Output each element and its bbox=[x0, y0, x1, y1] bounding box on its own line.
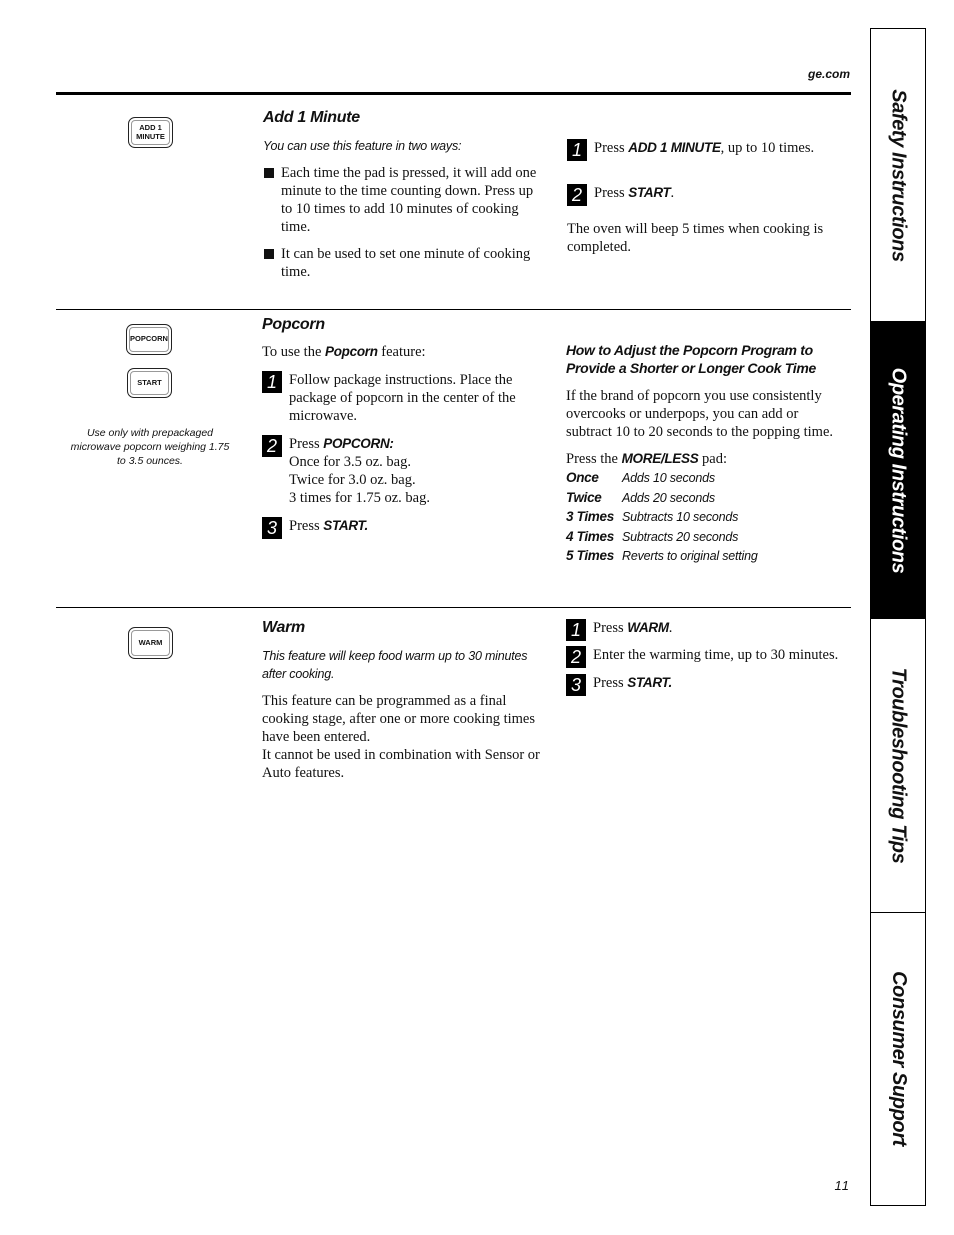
press-more-less: Press the MORE/LESS pad: bbox=[566, 451, 727, 467]
section-title: Popcorn bbox=[262, 316, 325, 333]
pad-label: WARM bbox=[138, 637, 163, 647]
bullet-text: Each time the pad is pressed, it will add one minute to the time counting down. Press up to 10 times to add 10 minutes of cooking time. bbox=[281, 165, 537, 235]
step-number: 3 bbox=[262, 517, 282, 539]
add-minute-right bbox=[567, 139, 842, 256]
step-text: Enter the warming time, up to 30 minutes. bbox=[593, 647, 839, 663]
press-effect: Subtracts 10 seconds bbox=[622, 510, 739, 524]
step-keyword: WARM bbox=[627, 620, 669, 635]
start-pad-icon bbox=[127, 368, 172, 398]
adjust-heading: How to Adjust the Popcorn Program to Provide a Shorter or Longer Cook Time bbox=[566, 342, 817, 376]
press-count: Once bbox=[566, 470, 599, 485]
site-url: ge.com bbox=[807, 67, 850, 81]
tab-label: Operating Instructions bbox=[887, 367, 910, 573]
press-count: Twice bbox=[566, 489, 602, 505]
press-count: 3 Times bbox=[566, 509, 614, 524]
popcorn-note: Use only with prepackaged microwave popcorn weighing 1.75 to 3.5 ounces. bbox=[70, 427, 230, 467]
step-number: 2 bbox=[567, 184, 587, 206]
step-number: 1 bbox=[567, 139, 587, 161]
step-item: 3 Press START. bbox=[262, 517, 544, 535]
pad-label: ADD 1 MINUTE bbox=[136, 122, 165, 141]
step-keyword: POPCORN: bbox=[323, 436, 394, 451]
press-effect: Adds 20 seconds bbox=[622, 490, 715, 505]
top-rule bbox=[56, 92, 851, 95]
bullet-text: It can be used to set one minute of cooking time. bbox=[281, 246, 531, 280]
more-less-keyword: MORE/LESS bbox=[621, 451, 699, 466]
step-keyword: START. bbox=[627, 675, 672, 690]
step-item: 3 Press START. bbox=[566, 674, 841, 692]
bullet-square-icon bbox=[264, 249, 274, 259]
step-keyword: ADD 1 MINUTE bbox=[628, 140, 721, 155]
step-item bbox=[567, 184, 842, 205]
section-divider bbox=[56, 607, 851, 608]
step-number: 1 bbox=[566, 619, 586, 641]
popcorn-pad-icon bbox=[126, 324, 172, 355]
press-effect: Reverts to original setting bbox=[622, 549, 758, 563]
step-number: 3 bbox=[566, 674, 586, 696]
press-count: 4 Times bbox=[566, 528, 614, 544]
bullet-item bbox=[263, 164, 543, 236]
pad-label: POPCORN bbox=[130, 334, 168, 344]
tab-safety-instructions[interactable] bbox=[871, 29, 925, 322]
step-item bbox=[567, 139, 842, 160]
step-number: 1 bbox=[262, 371, 282, 393]
pad-label: START bbox=[137, 377, 162, 387]
step-text: . bbox=[670, 185, 675, 201]
warm-right bbox=[566, 619, 841, 695]
section-tabs bbox=[870, 28, 926, 1206]
section-title: Warm bbox=[262, 619, 305, 636]
tab-label: Safety Instructions bbox=[887, 88, 910, 262]
section-divider bbox=[56, 309, 851, 310]
tab-label: Troubleshooting Tips bbox=[887, 667, 910, 864]
step-text: , up to 10 times. bbox=[720, 140, 815, 156]
step-line: Twice for 3.0 oz. bag. bbox=[289, 472, 416, 488]
warm-body: This feature can be programmed as a final cooking stage, after one or more cooking times have been entered. bbox=[262, 693, 536, 745]
page-number: 11 bbox=[834, 1178, 850, 1193]
section-title: Add 1 Minute bbox=[263, 109, 360, 126]
add-minute-left bbox=[263, 109, 543, 281]
step-item: 1 Press WARM. bbox=[566, 619, 841, 637]
press-effect: Adds 10 seconds bbox=[622, 471, 715, 485]
warm-body: It cannot be used in combination with Sensor or Auto features. bbox=[262, 747, 540, 781]
bullet-item bbox=[263, 245, 543, 281]
tab-label: Consumer Support bbox=[887, 971, 910, 1146]
step-text: Press bbox=[594, 185, 629, 201]
step-text: Follow package instructions. Place the package of popcorn in the center of the microwave. bbox=[289, 372, 516, 424]
step-text: Press bbox=[594, 140, 629, 156]
popcorn-intro: To use the Popcorn feature: bbox=[262, 344, 426, 360]
more-less-table bbox=[566, 469, 846, 566]
step-number: 2 bbox=[262, 435, 282, 457]
step-keyword: START bbox=[628, 185, 671, 200]
section-intro: You can use this feature in two ways: bbox=[263, 139, 462, 153]
section-intro: This feature will keep food warm up to 30 minutes after cooking. bbox=[262, 649, 528, 681]
step-line: 3 times for 1.75 oz. bag. bbox=[289, 490, 430, 506]
press-effect: Subtracts 20 seconds bbox=[622, 529, 739, 544]
add-1-minute-pad-icon bbox=[128, 117, 173, 148]
press-count: 5 Times bbox=[566, 548, 614, 563]
warm-pad-icon bbox=[128, 627, 173, 659]
popcorn-right bbox=[566, 341, 846, 566]
tab-troubleshooting-tips[interactable] bbox=[871, 619, 925, 913]
step-keyword: START. bbox=[323, 518, 368, 533]
completion-text: The oven will beep 5 times when cooking is completed. bbox=[567, 221, 824, 255]
intro-keyword: Popcorn bbox=[325, 344, 378, 359]
tab-consumer-support[interactable] bbox=[871, 913, 925, 1204]
adjust-text: If the brand of popcorn you use consistently overcooks or underpops, you can add or subtract 10 to 20 seconds to the popping time. bbox=[566, 388, 834, 440]
step-line: Once for 3.5 oz. bag. bbox=[289, 454, 411, 470]
popcorn-left bbox=[262, 316, 544, 538]
tab-operating-instructions[interactable] bbox=[871, 322, 925, 619]
bullet-square-icon bbox=[264, 168, 274, 178]
step-item: 2 Press POPCORN: Once for 3.5 oz. bag. Twice for 3.0 oz. bag. 3 times for 1.75 oz. bag. bbox=[262, 435, 544, 507]
warm-left bbox=[262, 619, 544, 782]
step-item bbox=[566, 646, 841, 667]
step-number: 2 bbox=[566, 646, 586, 668]
step-item bbox=[262, 371, 544, 425]
